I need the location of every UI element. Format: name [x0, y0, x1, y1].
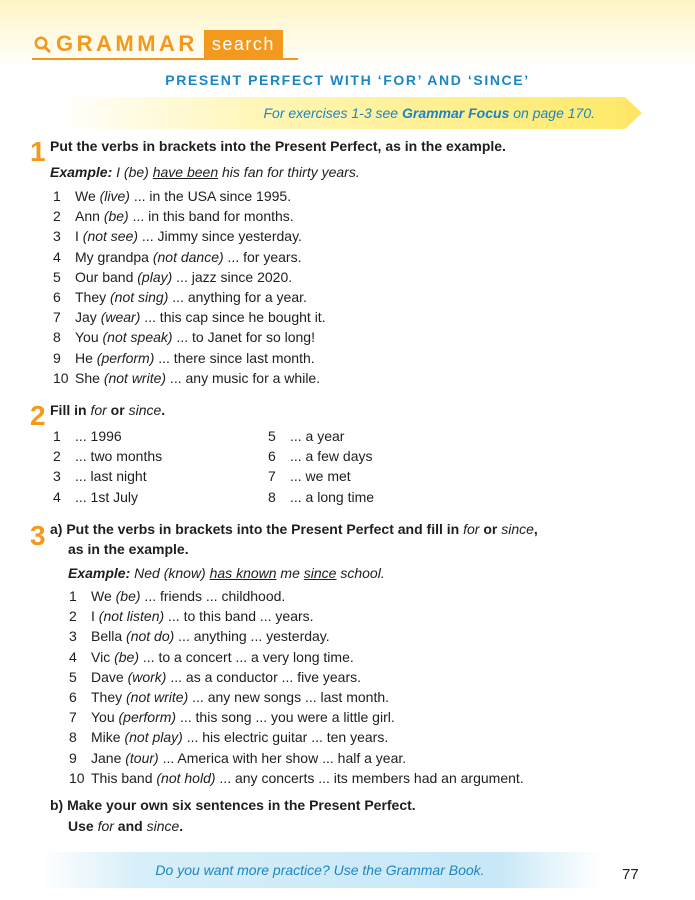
exercise-item: [268, 466, 374, 486]
item-number: 2: [69, 608, 77, 625]
example-line: Example: I (be) have been his fan for thirty years.: [50, 164, 360, 180]
exercise-heading-b: b) Make your own six sentences in the Present Perfect.: [50, 797, 416, 813]
item-number: 7: [69, 709, 77, 726]
exercise-item: [53, 466, 162, 486]
magnifier-icon: [32, 33, 54, 55]
exercise-list: [53, 186, 326, 388]
exercise-item: [69, 606, 524, 626]
exercise-item: [69, 647, 524, 667]
item-text: You (not speak) ... to Janet for so long!: [75, 329, 315, 346]
exercise-item: [53, 247, 326, 267]
exercise-item: [53, 226, 326, 246]
page-number: 77: [622, 866, 639, 883]
exercise-heading-b-continued: Use for and since.: [68, 818, 184, 834]
item-number: 7: [53, 309, 61, 326]
page-title: PRESENT PERFECT WITH ‘FOR’ AND ‘SINCE’: [165, 72, 530, 88]
item-text: Bella (not do) ... anything ... yesterday.: [91, 628, 330, 645]
item-number: 7: [268, 468, 276, 485]
item-number: 6: [69, 688, 77, 705]
item-text: You (perform) ... this song ... you were a little girl.: [91, 709, 395, 726]
item-text: I (not listen) ... to this band ... years.: [91, 608, 314, 625]
item-number: 4: [53, 488, 61, 505]
item-number: 8: [69, 729, 77, 746]
exercise-item: [69, 707, 524, 727]
exercise-item: [69, 748, 524, 768]
brand-title: GRAMMAR: [56, 31, 198, 56]
item-text: ... two months: [75, 448, 163, 465]
item-number: 1: [69, 588, 77, 604]
item-text: Jane (tour) ... America with her show ... half a year.: [91, 749, 407, 766]
grammar-search-header: [32, 29, 283, 59]
example-line: Example: Ned (know) has known me since school.: [68, 565, 385, 581]
item-text: Jay (wear) ... this cap since he bought it.: [75, 309, 326, 326]
exercise-item: [53, 368, 326, 388]
exercise-number: 1: [30, 136, 46, 167]
exercise-item: [53, 206, 326, 226]
item-text: ... we met: [290, 468, 351, 485]
exercise-item: [69, 586, 524, 606]
item-number: 1: [53, 188, 61, 204]
item-text: My grandpa (not dance) ... for years.: [75, 248, 302, 265]
item-text: Our band (play) ... jazz since 2020.: [75, 268, 293, 285]
exercise-item: [53, 307, 326, 327]
exercise-item: [69, 687, 524, 707]
brand-tag: search: [204, 30, 283, 59]
item-text: Dave (work) ... as a conductor ... five years.: [91, 668, 361, 685]
item-number: 3: [69, 628, 77, 645]
item-text: He (perform) ... there since last month.: [75, 349, 315, 366]
exercise-heading: Put the verbs in brackets into the Present Perfect, as in the example.: [50, 138, 506, 154]
exercise-number: 2: [30, 400, 46, 431]
exercise-item: [53, 327, 326, 347]
item-number: 8: [268, 488, 276, 505]
item-text: They (not sing) ... anything for a year.: [75, 288, 307, 305]
item-text: ... a long time: [290, 488, 375, 505]
item-number: 6: [53, 288, 61, 305]
item-text: This band (not hold) ... any concerts ... its members had an argument.: [91, 769, 524, 786]
exercise-item: [69, 768, 524, 788]
item-text: We (live) ... in the USA since 1995.: [75, 188, 292, 204]
exercise-item: [268, 446, 374, 466]
exercise-item: [53, 487, 162, 507]
exercise-heading: Fill in for or since.: [50, 402, 166, 418]
exercise-item: [69, 626, 524, 646]
exercise-column-right: [268, 426, 374, 507]
exercise-list: [69, 586, 524, 788]
exercise-item: [69, 667, 524, 687]
item-number: 4: [53, 248, 61, 265]
exercise-heading: a) Put the verbs in brackets into the Present Perfect and fill in for or since,: [50, 521, 538, 537]
item-text: Vic (be) ... to a concert ... a very long time.: [91, 648, 354, 665]
item-number: 10: [53, 369, 69, 386]
exercise-item: [53, 287, 326, 307]
item-text: ... a year: [290, 428, 345, 444]
item-number: 3: [53, 468, 61, 485]
item-text: I (not see) ... Jimmy since yesterday.: [75, 228, 302, 245]
item-number: 9: [53, 349, 61, 366]
item-text: ... 1996: [75, 428, 122, 444]
item-number: 2: [53, 208, 61, 225]
item-number: 1: [53, 428, 61, 444]
item-number: 2: [53, 448, 61, 465]
item-number: 9: [69, 749, 77, 766]
header-rule: [32, 58, 298, 60]
item-number: 8: [53, 329, 61, 346]
item-text: We (be) ... friends ... childhood.: [91, 588, 286, 604]
exercise-item: [53, 267, 326, 287]
exercise-item: [268, 487, 374, 507]
item-text: They (not write) ... any new songs ... last month.: [91, 688, 390, 705]
exercise-item: [53, 446, 162, 466]
item-number: 5: [268, 428, 276, 444]
item-number: 5: [53, 268, 61, 285]
item-number: 10: [69, 769, 85, 786]
item-text: ... a few days: [290, 448, 373, 465]
exercise-item: [69, 727, 524, 747]
item-text: She (not write) ... any music for a while.: [75, 369, 321, 386]
grammar-focus-note: For exercises 1-3 see Grammar Focus on page 170.: [263, 105, 595, 121]
exercise-heading-continued: as in the example.: [68, 541, 189, 557]
item-number: 5: [69, 668, 77, 685]
item-number: 4: [69, 648, 77, 665]
note-arrow: [625, 97, 642, 129]
item-text: ... 1st July: [75, 488, 139, 505]
item-text: Mike (not play) ... his electric guitar ... ten years.: [91, 729, 389, 746]
item-text: Ann (be) ... in this band for months.: [75, 208, 294, 225]
footer-text: Do you want more practice? Use the Grammar Book.: [155, 862, 485, 878]
item-number: 6: [268, 448, 276, 465]
exercise-column-left: [53, 426, 162, 507]
exercise-number: 3: [30, 520, 46, 551]
item-text: ... last night: [75, 468, 147, 485]
exercise-item: [53, 348, 326, 368]
exercise-item: [53, 426, 162, 446]
exercise-item: [268, 426, 374, 446]
exercise-item: [53, 186, 326, 206]
item-number: 3: [53, 228, 61, 245]
